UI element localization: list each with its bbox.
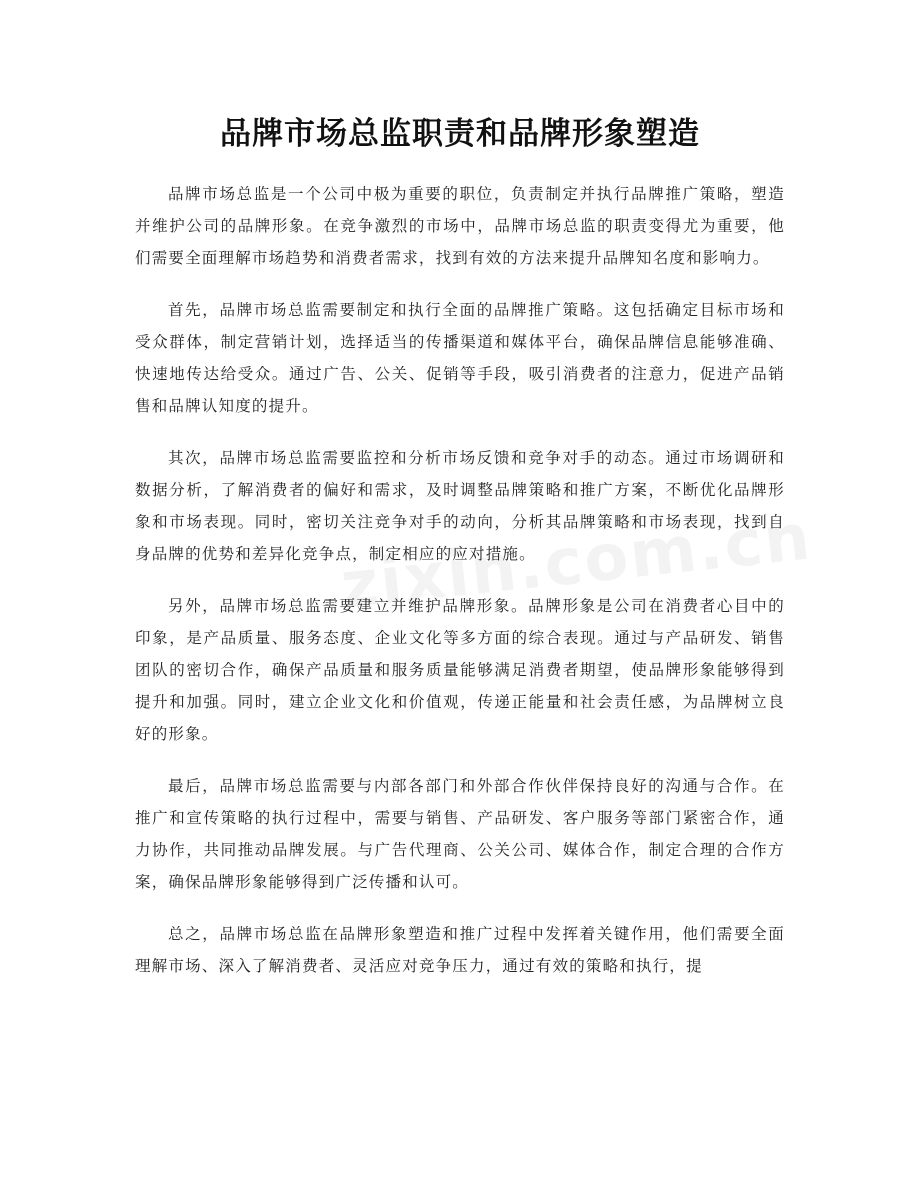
document-body [135,178,785,1002]
paragraph-fourth: 最后，品牌市场总监需要与内部各部门和外部合作伙伴保持良好的沟通与合作。在推广和宣传策略的执行过程中，需要与销售、产品研发、客户服务等部门紧密合作，通力协作，共同推动品牌发展。与广告代理商、公关公司、媒体合作，制定合理的合作方案，确保品牌形象能够得到广泛传播和认可。 [135,777,785,891]
paragraph-intro: 品牌市场总监是一个公司中极为重要的职位，负责制定并执行品牌推广策略，塑造并维护公司的品牌形象。在竞争激烈的市场中，品牌市场总监的职责变得尤为重要，他们需要全面理解市场趋势和消费者需求，找到有效的方法来提升品牌知名度和影响力。 [135,185,785,267]
document-title: 品牌市场总监职责和品牌形象塑造 [220,116,700,152]
paragraph-conclusion: 总之，品牌市场总监在品牌形象塑造和推广过程中发挥着关键作用，他们需要全面理解市场、深入了解消费者、灵活应对竞争压力，通过有效的策略和执行，提 [135,925,785,975]
paragraph-third: 另外，品牌市场总监需要建立并维护品牌形象。品牌形象是公司在消费者心目中的印象，是产品质量、服务态度、企业文化等多方面的综合表现。通过与产品研发、销售团队的密切合作，确保产品质量和服务质量能够满足消费者期望，使品牌形象能够得到提升和加强。同时，建立企业文化和价值观，传递正能量和社会责任感，为品牌树立良好的形象。 [135,597,785,743]
paragraph-first: 首先，品牌市场总监需要制定和执行全面的品牌推广策略。这包括确定目标市场和受众群体，制定营销计划，选择适当的传播渠道和媒体平台，确保品牌信息能够准确、快速地传达给受众。通过广告、公关、促销等手段，吸引消费者的注意力，促进产品销售和品牌认知度的提升。 [135,301,785,415]
paragraph-second: 其次，品牌市场总监需要监控和分析市场反馈和竞争对手的动态。通过市场调研和数据分析，了解消费者的偏好和需求，及时调整品牌策略和推广方案，不断优化品牌形象和市场表现。同时，密切关注竞争对手的动向，分析其品牌策略和市场表现，找到自身品牌的优势和差异化竞争点，制定相应的应对措施。 [135,449,785,563]
